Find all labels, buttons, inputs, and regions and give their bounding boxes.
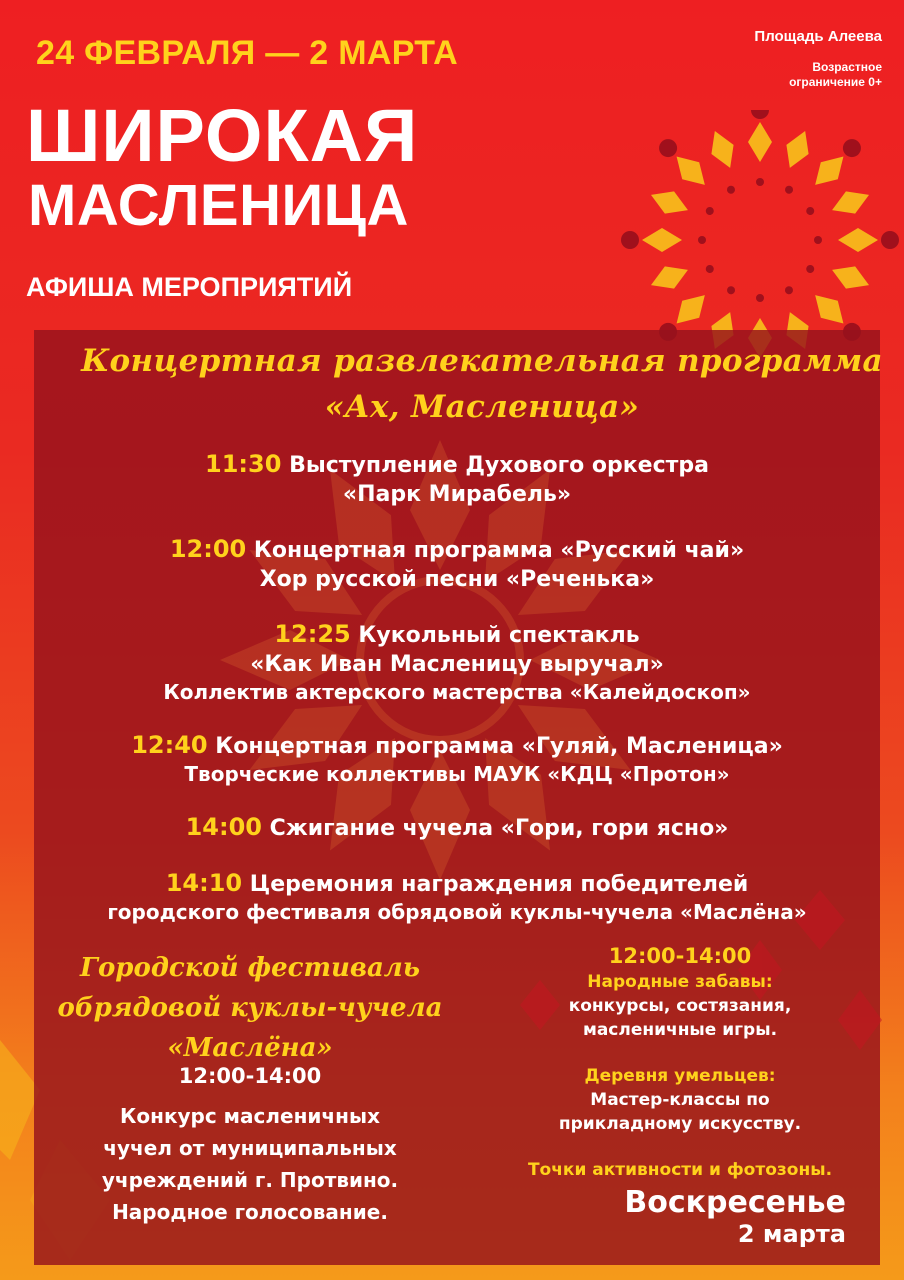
fun-line: масленичные игры. [582,1020,778,1040]
concert-title-line-2: «Ах, Масленица» [324,389,640,425]
event-item [34,450,880,509]
age-limit: Возрастное ограничение 0+ [789,60,882,89]
festival-time: 12:00-14:00 [178,1064,322,1088]
event-title: Церемония награждения победителей [249,872,749,897]
event-item [34,620,880,705]
title-line-1: ШИРОКАЯ [26,94,419,177]
festival-desc-line: чучел от муниципальных [103,1136,397,1160]
festival-desc-line: учреждений г. Протвино. [101,1168,399,1192]
program-list [34,450,880,951]
fun-title: Народные забавы: [587,972,773,992]
event-title: Концертная программа «Русский чай» [253,538,745,563]
event-time: 14:00 [185,813,262,841]
event-item [34,869,880,925]
event-detail: «Парк Мирабель» [342,482,572,507]
village-line: Мастер-классы по [590,1090,770,1110]
title-line-2: МАСЛЕНИЦА [28,173,409,238]
concert-title-line-1: Концертная развлекательная программа [81,343,883,379]
festival-title-line-3: «Маслёна» [167,1033,333,1063]
festival-title-line-1: Городской фестиваль [80,953,420,983]
festival-desc-line: Народное голосование. [112,1200,388,1224]
date-range: 24 ФЕВРАЛЯ — 2 МАРТА [36,34,459,72]
event-title: Кукольный спектакль [358,623,640,648]
event-item [34,535,880,594]
event-title: Выступление Духового оркестра [289,453,709,478]
event-detail: Творческие коллективы МАУК «КДЦ «Протон» [184,762,730,786]
event-detail: «Как Иван Масленицу выручал» [250,652,664,677]
event-performer: Коллектив актерского мастерства «Калейдоскоп» [163,680,751,704]
festival-desc-line: Конкурс масленичных [120,1104,380,1128]
event-time: 12:25 [274,620,351,648]
event-title: Концертная программа «Гуляй, Масленица» [215,734,783,759]
subtitle: АФИША МЕРОПРИЯТИЙ [26,272,353,302]
activities-time: 12:00-14:00 [608,944,752,968]
event-title: Сжигание чучела «Гори, гори ясно» [269,816,729,841]
activity-points: Точки активности и фотозоны. [527,1160,833,1180]
concert-title [60,338,904,430]
village-line: прикладному искусству. [558,1114,802,1134]
event-item [34,813,880,843]
event-time: 11:30 [205,450,282,478]
event-detail: городского фестиваля обрядовой куклы-чучела «Маслёна» [107,900,807,924]
fun-line: конкурсы, состязания, [568,996,792,1016]
event-time: 12:00 [169,535,247,563]
event-detail: Хор русской песни «Реченька» [259,567,655,592]
village-title: Деревня умельцев: [584,1066,776,1086]
weekday: Воскресенье [624,1185,846,1220]
festival-title-line-2: обрядовой куклы-чучела [57,993,443,1023]
festival-title [50,948,450,1068]
event-item [34,731,880,787]
event-day [624,1186,846,1248]
activities [480,942,880,1182]
event-time: 14:10 [165,869,243,897]
event-time: 12:40 [131,731,208,759]
day-date: 2 марта [737,1220,846,1248]
venue: Площадь Алеева [754,28,882,45]
festival-details [60,1064,440,1228]
